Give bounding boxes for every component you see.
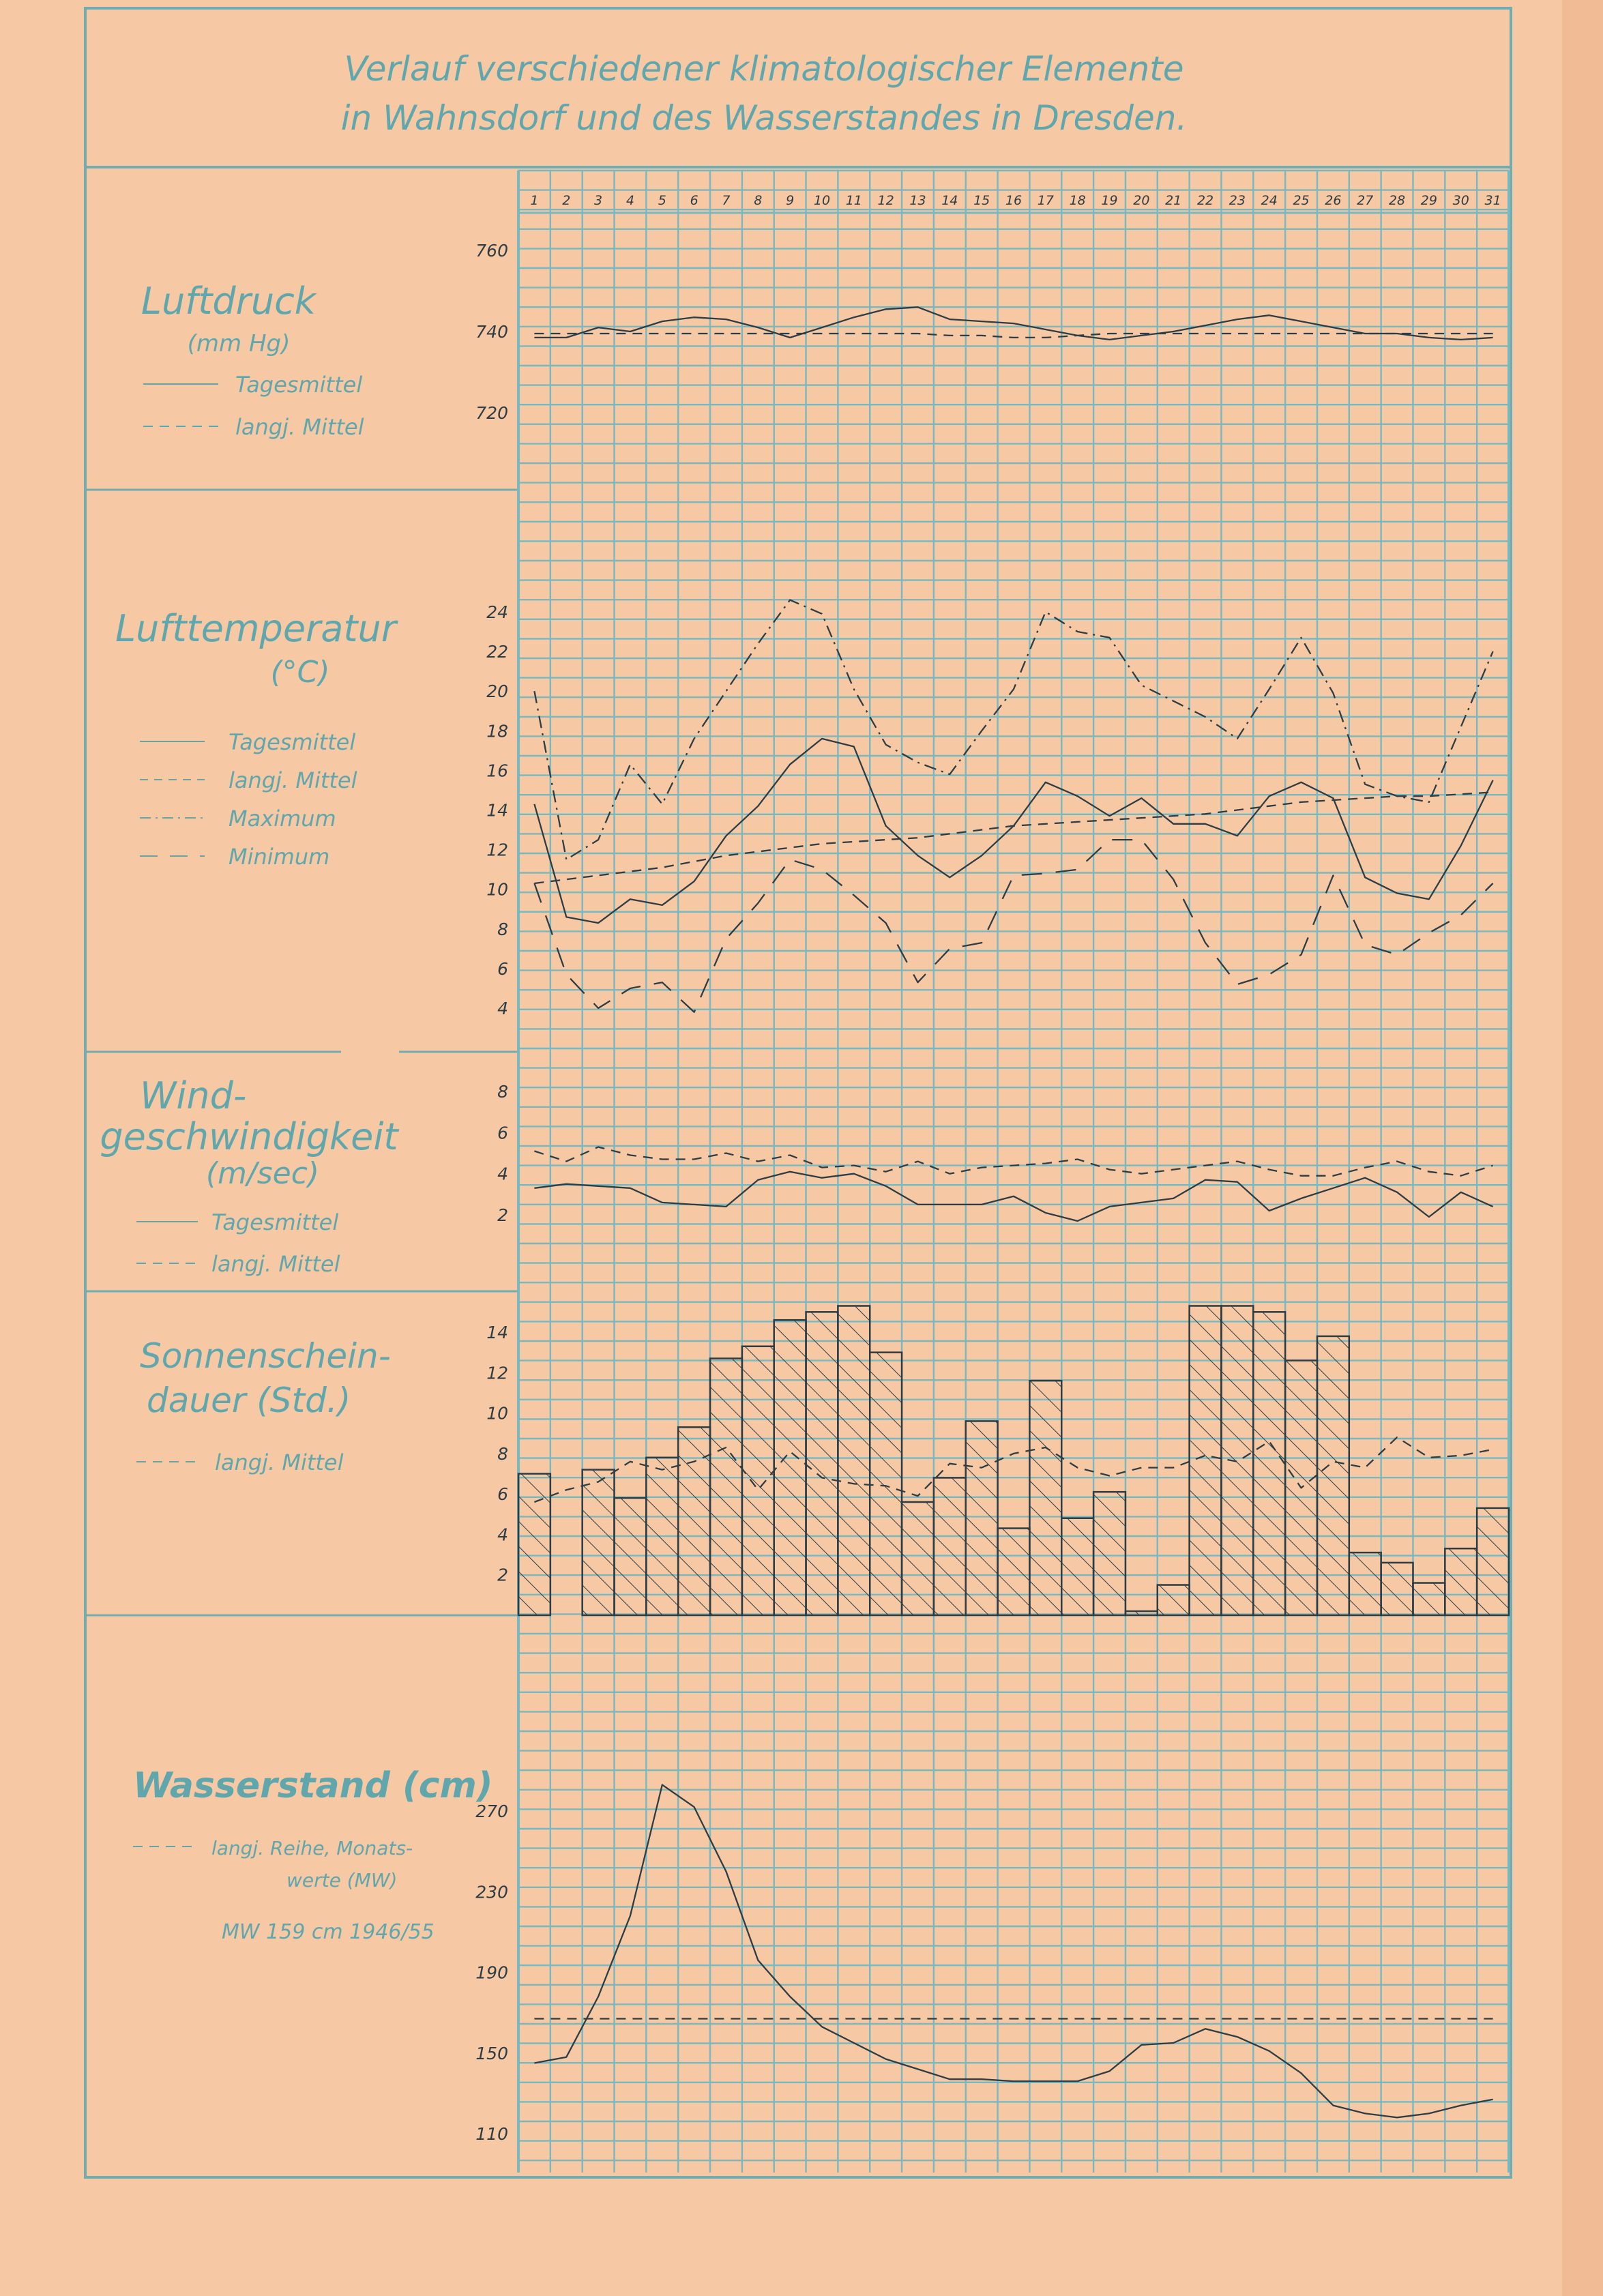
legend-wind-langj: langj. Mittel (211, 1251, 340, 1277)
sunshine-bar (1349, 1552, 1381, 1615)
chart-title-line2: in Wahnsdorf und des Wasserstandes in Dresden. (340, 98, 1188, 138)
sunshine-bar (934, 1477, 966, 1615)
day-label: 13 (909, 193, 926, 208)
legend-wasser-line2: werte (MW) (286, 1869, 398, 1892)
legend-wasser-langj: langj. Reihe, Monats- (211, 1837, 413, 1859)
y-tick-label-temperatur: 12 (486, 840, 508, 860)
legend-luftdruck-tagesmittel: Tagesmittel (235, 372, 363, 398)
y-tick-label-temperatur: 18 (486, 721, 508, 741)
legend-wind-tagesmittel: Tagesmittel (211, 1209, 339, 1235)
y-tick-label-temperatur: 24 (486, 602, 508, 622)
day-label: 8 (754, 193, 763, 208)
y-tick-label-wasser: 110 (475, 2124, 508, 2144)
sonne-title-line1: Sonnenschein- (140, 1336, 391, 1376)
temperatur-unit: (°C) (270, 655, 330, 690)
sunshine-bar (806, 1312, 838, 1615)
y-tick-label-wasser: 150 (475, 2043, 508, 2063)
day-label: 6 (690, 193, 698, 208)
sunshine-bar (615, 1498, 647, 1615)
sunshine-bar (742, 1346, 774, 1615)
sunshine-bar (1061, 1518, 1093, 1615)
sunshine-bar (710, 1359, 742, 1615)
wind-title-line1: Wind- (140, 1074, 247, 1117)
sunshine-bar (1317, 1336, 1349, 1615)
sunshine-bar (646, 1458, 678, 1615)
day-label: 24 (1261, 193, 1278, 208)
day-label: 30 (1452, 193, 1469, 208)
legend-temp-minimum: Minimum (229, 844, 330, 870)
day-label: 27 (1357, 193, 1374, 208)
wind-title-line2: geschwindigkeit (100, 1115, 398, 1158)
y-tick-label-sonne: 6 (497, 1484, 508, 1505)
day-label: 29 (1420, 193, 1437, 208)
y-tick-label-temperatur: 10 (486, 879, 508, 900)
sunshine-bar (1190, 1306, 1222, 1615)
sunshine-bar (678, 1427, 710, 1615)
luftdruck-unit: (mm Hg) (187, 330, 291, 357)
legend-luftdruck-langj: langj. Mittel (235, 414, 364, 440)
y-tick-label-luftdruck: 760 (475, 241, 508, 261)
sunshine-bar (1158, 1585, 1190, 1615)
y-tick-label-temperatur: 22 (486, 642, 508, 662)
y-tick-label-wind: 6 (497, 1123, 508, 1143)
day-label: 25 (1293, 193, 1310, 208)
day-label: 17 (1037, 193, 1054, 208)
paper-edge-right (1562, 0, 1603, 2296)
y-tick-label-luftdruck: 740 (475, 322, 508, 342)
day-label: 11 (845, 193, 862, 208)
luftdruck-title: Luftdruck (141, 280, 317, 323)
day-label: 7 (722, 193, 731, 208)
sunshine-bar (902, 1502, 934, 1615)
sunshine-bar (774, 1320, 806, 1615)
day-label: 9 (786, 193, 795, 208)
y-tick-label-wind: 4 (497, 1164, 508, 1184)
day-label: 26 (1325, 193, 1342, 208)
y-tick-label-temperatur: 20 (486, 681, 508, 702)
sunshine-bar (1126, 1611, 1158, 1615)
sunshine-bar (1093, 1492, 1126, 1615)
day-label: 23 (1229, 193, 1246, 208)
wasser-title: Wasserstand (cm) (133, 1765, 493, 1806)
legend-temp-tagesmittel: Tagesmittel (229, 729, 356, 755)
y-tick-label-temperatur: 8 (497, 919, 508, 939)
y-tick-label-temperatur: 6 (497, 958, 508, 979)
day-label: 15 (973, 193, 990, 208)
day-label: 3 (594, 193, 603, 208)
wasser-mw-note: MW 159 cm 1946/55 (222, 1920, 435, 1944)
y-tick-label-luftdruck: 720 (475, 403, 508, 423)
y-tick-label-wasser: 190 (475, 1962, 508, 1983)
legend-temp-langj: langj. Mittel (229, 767, 357, 793)
sunshine-bar (583, 1470, 615, 1615)
y-tick-label-wasser: 270 (475, 1801, 508, 1821)
y-tick-label-temperatur: 4 (497, 999, 508, 1018)
sunshine-bar (1477, 1508, 1509, 1615)
y-tick-label-temperatur: 16 (486, 761, 508, 781)
y-tick-label-sonne: 14 (486, 1323, 508, 1342)
sunshine-bar (1413, 1583, 1445, 1615)
day-label: 4 (626, 193, 634, 208)
day-label: 31 (1484, 193, 1501, 208)
day-label: 12 (877, 193, 894, 208)
sunshine-bar (838, 1306, 870, 1615)
day-label: 14 (941, 193, 958, 208)
legend-sonne-langj: langj. Mittel (215, 1449, 344, 1475)
day-label: 2 (562, 193, 571, 208)
y-tick-label-sonne: 2 (497, 1565, 508, 1585)
y-tick-label-sonne: 4 (497, 1525, 508, 1545)
sunshine-bar (870, 1353, 902, 1615)
day-label: 5 (658, 193, 666, 208)
sunshine-bar (998, 1529, 1030, 1615)
sunshine-bar (1381, 1563, 1413, 1615)
day-label: 1 (530, 193, 539, 208)
legend-temp-maximum: Maximum (229, 806, 336, 831)
sunshine-bar (1445, 1548, 1477, 1615)
day-label: 18 (1069, 193, 1086, 208)
chart-title-line1: Verlauf verschiedener klimatologischer Elemente (344, 49, 1184, 89)
y-tick-label-wind: 2 (497, 1205, 508, 1225)
sunshine-bar (966, 1421, 998, 1615)
y-tick-label-sonne: 12 (486, 1363, 508, 1383)
y-tick-label-sonne: 10 (486, 1403, 508, 1424)
y-tick-label-wasser: 230 (475, 1882, 508, 1902)
sunshine-bar (518, 1474, 550, 1616)
sonne-title-line2: dauer (Std.) (147, 1381, 351, 1420)
y-tick-label-temperatur: 14 (486, 800, 508, 821)
day-label: 28 (1388, 193, 1406, 208)
wind-unit: (m/sec) (205, 1156, 320, 1191)
sunshine-bar (1221, 1306, 1253, 1615)
day-label: 10 (813, 193, 831, 208)
sunshine-bar (1029, 1381, 1061, 1615)
sunshine-bar (1253, 1312, 1285, 1615)
y-tick-label-wind: 8 (497, 1082, 508, 1102)
day-label: 22 (1196, 193, 1214, 208)
day-label: 20 (1133, 193, 1150, 208)
temperatur-title: Lufttemperatur (115, 607, 396, 650)
y-tick-label-sonne: 8 (497, 1443, 508, 1464)
day-label: 21 (1165, 193, 1182, 208)
day-label: 16 (1005, 193, 1023, 208)
day-label: 19 (1101, 193, 1118, 208)
